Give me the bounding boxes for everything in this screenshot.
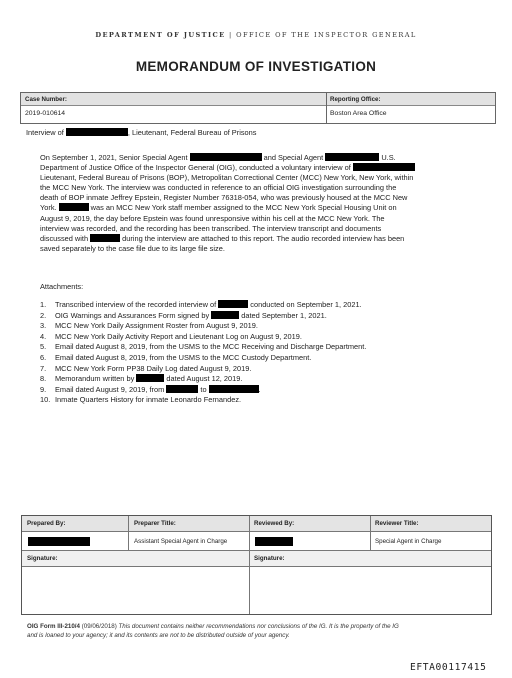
table-rule bbox=[22, 550, 491, 551]
footer-notice: This document contains neither recommendations nor conclusions of the IG. It is the property of the IG bbox=[116, 623, 399, 630]
list-text: MCC New York Daily Assignment Roster from August 9, 2019. bbox=[55, 321, 258, 331]
list-number: 1. bbox=[40, 300, 47, 309]
list-text: OIG Warnings and Assurances Form signed by bbox=[55, 310, 212, 320]
preparer-signature-label: Signature: bbox=[27, 555, 58, 562]
paragraph-text: was an MCC New York staff member assigned to the MCC New York Special Housing Unit on bbox=[88, 203, 397, 213]
signature-table bbox=[21, 515, 492, 615]
case-info-divider bbox=[326, 93, 327, 123]
interview-suffix: , Lieutenant, Federal Bureau of Prisons bbox=[127, 128, 257, 137]
case-number-value: 2019-010614 bbox=[25, 110, 66, 117]
reporting-office-label: Reporting Office: bbox=[330, 96, 381, 103]
attachments-label: Attachments: bbox=[40, 282, 84, 291]
form-id: OIG Form III-210/4 bbox=[27, 623, 80, 630]
paragraph-text: during the interview are attached to this report. The audio recorded interview has been bbox=[120, 233, 405, 243]
case-info-header-row bbox=[21, 93, 495, 106]
redaction-box bbox=[218, 300, 248, 308]
paragraph-text: On September 1, 2021, Senior Special Agent bbox=[40, 153, 190, 162]
footer-line bbox=[27, 631, 497, 640]
letterhead-separator: | bbox=[225, 31, 237, 39]
list-item bbox=[40, 395, 366, 406]
paragraph-text: and Special Agent bbox=[261, 153, 326, 162]
list-item bbox=[40, 385, 366, 396]
list-text: Inmate Quarters History for inmate Leonardo Fernandez. bbox=[55, 395, 242, 405]
list-item bbox=[40, 311, 366, 322]
document-title: MEMORANDUM OF INVESTIGATION bbox=[135, 59, 377, 74]
list-number: 9. bbox=[40, 384, 47, 394]
list-text: dated August 12, 2019. bbox=[164, 374, 243, 384]
list-text: . bbox=[258, 384, 261, 394]
table-divider bbox=[249, 516, 250, 614]
paragraph-line bbox=[40, 163, 488, 173]
list-item bbox=[40, 342, 366, 353]
list-number: 2. bbox=[40, 310, 47, 320]
list-text: MCC New York Daily Activity Report and Lieutenant Log on August 9, 2019. bbox=[55, 331, 302, 341]
reviewer-title-value: Special Agent in Charge bbox=[375, 538, 442, 545]
list-text: Memorandum written by bbox=[55, 374, 137, 384]
office-name: OFFICE OF THE INSPECTOR GENERAL bbox=[236, 31, 417, 39]
redaction-box bbox=[190, 153, 262, 161]
list-text: to bbox=[198, 384, 209, 394]
redaction-box bbox=[90, 234, 120, 242]
paragraph-line: the MCC New York. The interview was conducted in reference to an official OIG investigation surrounding the bbox=[40, 183, 397, 193]
list-item bbox=[40, 300, 366, 311]
redaction-box bbox=[325, 153, 379, 161]
redaction-box bbox=[166, 385, 198, 393]
bates-number: EFTA00117415 bbox=[410, 662, 487, 673]
paragraph-text: U.S. bbox=[379, 153, 396, 162]
summary-paragraph bbox=[40, 153, 488, 254]
paragraph-line: August 9, 2019, the day before Epstein was found unresponsive within his cell at the MCC New York. The bbox=[40, 213, 385, 223]
agency-name: DEPARTMENT OF JUSTICE bbox=[95, 31, 226, 39]
list-text: conducted on September 1, 2021. bbox=[248, 300, 362, 309]
paragraph-line: saved separately to the case file due to its large file size. bbox=[40, 243, 225, 253]
redaction-box bbox=[66, 128, 128, 136]
paragraph-text: York. bbox=[40, 203, 59, 213]
list-number: 5. bbox=[40, 342, 47, 352]
list-number: 10. bbox=[40, 395, 51, 405]
list-number: 6. bbox=[40, 352, 47, 362]
list-text: Email dated August 9, 2019, from bbox=[55, 384, 167, 394]
form-date: (09/06/2018) bbox=[79, 623, 117, 630]
table-divider bbox=[370, 516, 371, 551]
redaction-box bbox=[211, 311, 239, 319]
prepared-by-label: Prepared By: bbox=[27, 520, 66, 527]
interview-prefix: Interview of bbox=[26, 128, 66, 137]
paragraph-line bbox=[40, 234, 488, 244]
list-text: Email dated August 8, 2019, from the USMS to the MCC Custody Department. bbox=[55, 352, 312, 362]
list-item bbox=[40, 321, 366, 332]
interview-subject-line bbox=[26, 128, 256, 137]
paragraph-text: Department of Justice Office of the Inspector General (OIG), conducted a voluntary interview of bbox=[40, 163, 353, 173]
list-text: Transcribed interview of the recorded interview of bbox=[55, 300, 219, 309]
table-divider bbox=[128, 516, 129, 551]
footer-notice: and is loaned to your agency; it and its contents are not to be distributed outside of your agency. bbox=[27, 632, 290, 639]
paragraph-line: Lieutenant, Federal Bureau of Prisons (BOP), Metropolitan Correctional Center (MCC) New York, New York, within bbox=[40, 173, 414, 183]
list-text: dated September 1, 2021. bbox=[239, 310, 327, 320]
redaction-box bbox=[59, 203, 89, 211]
redaction-box bbox=[353, 163, 415, 171]
paragraph-text: discussed with bbox=[40, 233, 91, 243]
redaction-box bbox=[136, 374, 164, 382]
redaction-box bbox=[209, 385, 259, 393]
case-info-table bbox=[20, 92, 496, 124]
list-number: 8. bbox=[40, 374, 47, 384]
reviewed-by-label: Reviewed By: bbox=[254, 520, 295, 527]
preparer-title-label: Preparer Title: bbox=[134, 520, 176, 527]
paragraph-line: interview was recorded, and the recording has been transcribed. The interview transcript and documents bbox=[40, 223, 382, 233]
reviewer-name-redaction bbox=[255, 537, 293, 546]
paragraph-line bbox=[40, 203, 488, 213]
list-text: MCC New York Form PP38 Daily Log dated August 9, 2019. bbox=[55, 363, 252, 373]
list-number: 3. bbox=[40, 321, 47, 331]
paragraph-line: death of BOP inmate Jeffrey Epstein, Register Number 76318-054, who was previously housed at the MCC New bbox=[40, 193, 408, 203]
preparer-title-value: Assistant Special Agent in Charge bbox=[134, 538, 228, 545]
attachments-list bbox=[40, 300, 366, 406]
list-text: Email dated August 8, 2019, from the USMS to the MCC Receiving and Discharge Department. bbox=[55, 342, 367, 352]
letterhead bbox=[0, 31, 512, 39]
table-rule bbox=[22, 566, 491, 567]
reviewer-signature-label: Signature: bbox=[254, 555, 285, 562]
case-number-label: Case Number: bbox=[25, 96, 67, 103]
list-item bbox=[40, 364, 366, 375]
reporting-office-value: Boston Area Office bbox=[330, 110, 387, 117]
reviewer-title-label: Reviewer Title: bbox=[375, 520, 419, 527]
list-number: 4. bbox=[40, 331, 47, 341]
table-rule bbox=[22, 531, 491, 532]
form-footer bbox=[27, 622, 497, 640]
paragraph-line bbox=[40, 153, 488, 163]
list-item bbox=[40, 353, 366, 364]
list-item bbox=[40, 332, 366, 343]
list-item bbox=[40, 374, 366, 385]
preparer-name-redaction bbox=[28, 537, 90, 546]
list-number: 7. bbox=[40, 363, 47, 373]
footer-line bbox=[27, 622, 497, 631]
